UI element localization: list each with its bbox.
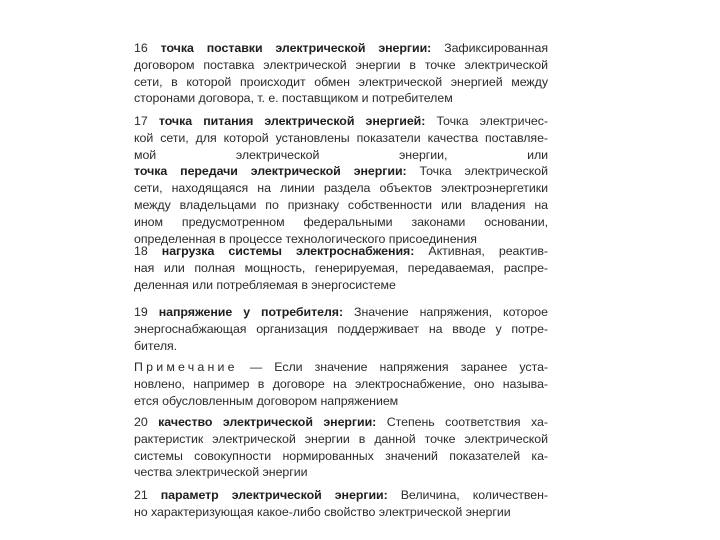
definition-text: энергоснабжающая организация поддерживает на вводе у потре-	[134, 321, 548, 336]
text-line	[134, 431, 548, 448]
glossary-entry	[134, 243, 548, 293]
definition-text: — Если значение напряжения заранее уста-	[237, 360, 548, 374]
text-line	[134, 163, 548, 180]
definition-text: мой электрической энергии, или	[134, 147, 548, 162]
definition-text: ином предусмотренном федеральными законами основании,	[134, 214, 548, 229]
text-line	[134, 74, 548, 91]
text-line	[134, 414, 548, 431]
text-line	[134, 321, 548, 338]
text-line	[134, 243, 548, 260]
text-line	[134, 338, 548, 355]
text-line	[134, 304, 548, 321]
definition-text: ная или полная мощность, генерируемая, передаваемая, распре-	[134, 260, 548, 275]
definition-text: системы совокупности нормированных значений показателей ка-	[134, 448, 548, 463]
glossary-entry	[134, 414, 548, 481]
text-line	[134, 464, 548, 481]
definition-text: сторонами договора, т. е. поставщиком и потребителем	[134, 91, 453, 106]
definition-text: ется обусловленным договором напряжением	[134, 393, 399, 408]
glossary-entry	[134, 487, 548, 521]
term: параметр электрической энергии:	[160, 488, 388, 502]
text-line	[134, 90, 548, 107]
definition-text: рактеристик электрической энергии в данной точке электрической	[134, 431, 548, 446]
definition-text: кой сети, для которой установлены показатели качества поставляе-	[134, 130, 548, 145]
text-line	[134, 57, 548, 74]
text-line	[134, 40, 548, 57]
text-line	[134, 130, 548, 147]
definition-text: бителя.	[134, 338, 178, 353]
definition-text: договором поставка электрической энергии в точке электрической	[134, 57, 548, 72]
text-line	[134, 359, 548, 376]
definition-text: определенная в процессе технологического присоединения	[134, 231, 477, 246]
text-line	[134, 393, 548, 410]
text-line	[134, 376, 548, 393]
definition-text: сети, находящаяся на линии раздела объектов электроэнергетики	[134, 181, 548, 196]
text-line	[134, 504, 548, 521]
term: точка питания электрической энергией:	[158, 114, 426, 128]
entry-number: 18	[134, 244, 148, 258]
text-line	[134, 113, 548, 130]
text-line	[134, 180, 548, 197]
definition-text: Величина, количествен-	[387, 488, 548, 502]
note-label: Примечание	[134, 360, 238, 374]
entry-number: 19	[134, 305, 148, 319]
entry-number: 21	[134, 488, 148, 502]
glossary-entry	[134, 113, 548, 247]
glossary-entry	[134, 40, 548, 107]
entry-number: 16	[134, 41, 148, 55]
definition-text: Точка электричес-	[425, 114, 548, 128]
term: качество электрической энергии:	[158, 415, 377, 429]
definition-text: чества электрической энергии	[134, 465, 308, 480]
entry-number: 17	[134, 114, 148, 128]
definition-text: Точка электрической	[406, 164, 548, 179]
text-line	[134, 260, 548, 277]
definition-text: новлено, например в договоре на электроснабжение, оно называ-	[134, 376, 548, 391]
text-line	[134, 487, 548, 504]
definition-text: Степень соответствия ха-	[376, 415, 548, 429]
term: точка передачи электрической энергии:	[134, 164, 407, 179]
entry-number: 20	[134, 415, 148, 429]
glossary-entry	[134, 304, 548, 354]
glossary-entry	[134, 359, 548, 409]
definition-text: между владельцами по признаку собственности или владения на	[134, 197, 548, 212]
term: нагрузка системы электроснабжения:	[161, 244, 415, 258]
term: напряжение у потребителя:	[158, 305, 344, 319]
definition-text: сети, в которой происходит обмен электрической энергией между	[134, 74, 548, 89]
definition-text: Значение напряжения, которое	[343, 305, 548, 319]
text-line	[134, 214, 548, 231]
text-line	[134, 197, 548, 214]
text-line	[134, 147, 548, 164]
definition-text: деленная или потребляемая в энергосистеме	[134, 277, 396, 292]
text-line	[134, 448, 548, 465]
definition-text: Активная, реактив-	[414, 244, 548, 258]
definition-text: Зафиксированная	[431, 41, 548, 55]
term: точка поставки электрической энергии:	[160, 41, 432, 55]
definition-text: но характеризующая какое-либо свойство электрической энергии	[134, 504, 511, 519]
text-line	[134, 277, 548, 294]
